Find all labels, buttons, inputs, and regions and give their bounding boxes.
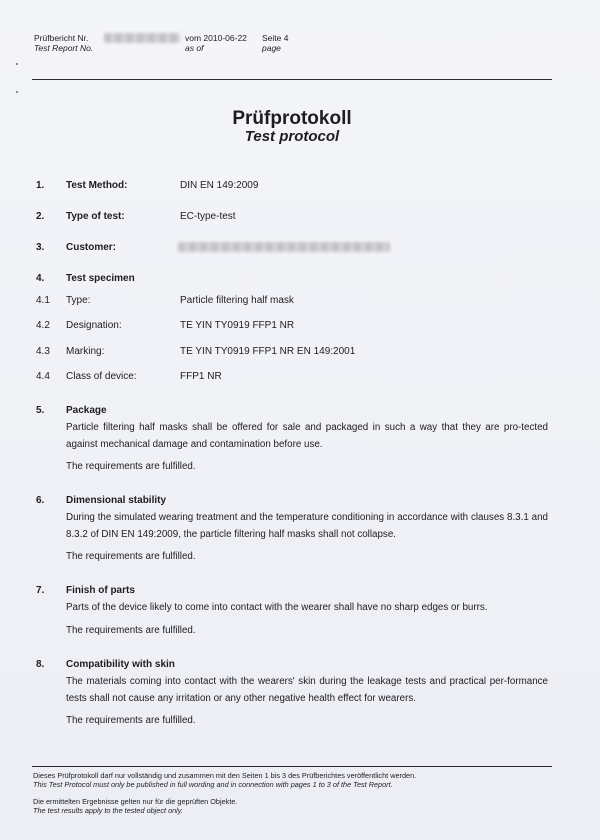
item-number: 4.4 <box>36 371 50 382</box>
report-number-label-en: Test Report No. <box>34 43 94 53</box>
page-number-en: page <box>262 43 281 53</box>
specimen-type-value: Particle filtering half mask <box>180 295 294 306</box>
package-result: The requirements are fulfilled. <box>66 461 196 472</box>
type-of-test-label: Type of test: <box>66 211 125 222</box>
skin-compatibility-text: The materials coming into contact with the wearers' skin during the leakage tests and practical per-formance tests shall not cause any irritation or any other negative health effect for wearers. <box>66 676 548 704</box>
page-number-de: Seite 4 <box>262 33 289 43</box>
item-number: 4. <box>36 273 45 284</box>
footer-publication-note-de: Dieses Prüfprotokoll darf nur vollständig und zusammen mit den Seiten 1 bis 3 des Prüfberichtes veröffentlicht werden. <box>33 771 417 780</box>
footer-validity-note-de: Die ermittelten Ergebnisse gelten nur für die geprüften Objekte. <box>33 797 238 806</box>
specimen-marking-label: Marking: <box>66 346 105 357</box>
section-number: 8. <box>36 659 45 670</box>
item-number: 4.1 <box>36 295 50 306</box>
redacted-customer-name <box>178 242 390 252</box>
item-number: 2. <box>36 211 45 222</box>
test-method-value: DIN EN 149:2009 <box>180 180 259 191</box>
finish-of-parts-text: Parts of the device likely to come into contact with the wearer shall have no sharp edges or burrs. <box>66 602 488 613</box>
dimensional-stability-text: During the simulated wearing treatment and the temperature conditioning in accordance with clauses 8.3.1 and 8.3.2 of DIN EN 149:2009, the particle filtering half masks shall not collapse. <box>66 512 548 540</box>
item-number: 1. <box>36 180 45 191</box>
section-number: 6. <box>36 495 45 506</box>
page-title: Prüfprotokoll <box>232 108 352 129</box>
finish-of-parts-heading: Finish of parts <box>66 585 135 596</box>
dimensional-stability-heading: Dimensional stability <box>66 495 167 506</box>
type-of-test-value: EC-type-test <box>180 211 236 222</box>
section-number: 7. <box>36 585 45 596</box>
item-number: 4.2 <box>36 320 50 331</box>
margin-dot <box>16 91 18 93</box>
specimen-designation-label: Designation: <box>66 320 122 331</box>
skin-compatibility-result: The requirements are fulfilled. <box>66 715 196 726</box>
package-text: Particle filtering half masks shall be offered for sale and packaged in such a way that they are pro-tected against mechanical damage and contamination before use. <box>66 422 548 450</box>
finish-of-parts-result: The requirements are fulfilled. <box>66 625 196 636</box>
customer-label: Customer: <box>66 242 117 253</box>
report-date-en: as of <box>185 43 204 53</box>
footer-divider <box>32 766 552 767</box>
footer-validity-note-en: The test results apply to the tested object only. <box>33 806 183 815</box>
margin-dot <box>16 63 18 65</box>
page-subtitle: Test protocol <box>244 128 340 145</box>
dimensional-stability-result: The requirements are fulfilled. <box>66 551 196 562</box>
header-divider <box>32 79 552 80</box>
redacted-report-number <box>104 33 180 43</box>
specimen-class-label: Class of device: <box>66 371 137 382</box>
test-method-label: Test Method: <box>66 180 128 191</box>
skin-compatibility-heading: Compatibility with skin <box>66 659 175 670</box>
specimen-class-value: FFP1 NR <box>180 371 222 382</box>
specimen-marking-value: TE YIN TY0919 FFP1 NR EN 149:2001 <box>180 346 356 357</box>
test-specimen-heading: Test specimen <box>66 273 135 284</box>
report-date-de: vom 2010-06-22 <box>185 33 247 43</box>
specimen-type-label: Type: <box>66 295 91 306</box>
section-number: 5. <box>36 405 45 416</box>
item-number: 3. <box>36 242 45 253</box>
package-heading: Package <box>66 405 107 416</box>
specimen-designation-value: TE YIN TY0919 FFP1 NR <box>180 320 295 331</box>
footer-publication-note-en: This Test Protocol must only be published in full wording and in connection with pages 1 to 3 of the Test Report. <box>33 780 393 789</box>
item-number: 4.3 <box>36 346 50 357</box>
report-number-label-de: Prüfbericht Nr. <box>34 33 89 43</box>
